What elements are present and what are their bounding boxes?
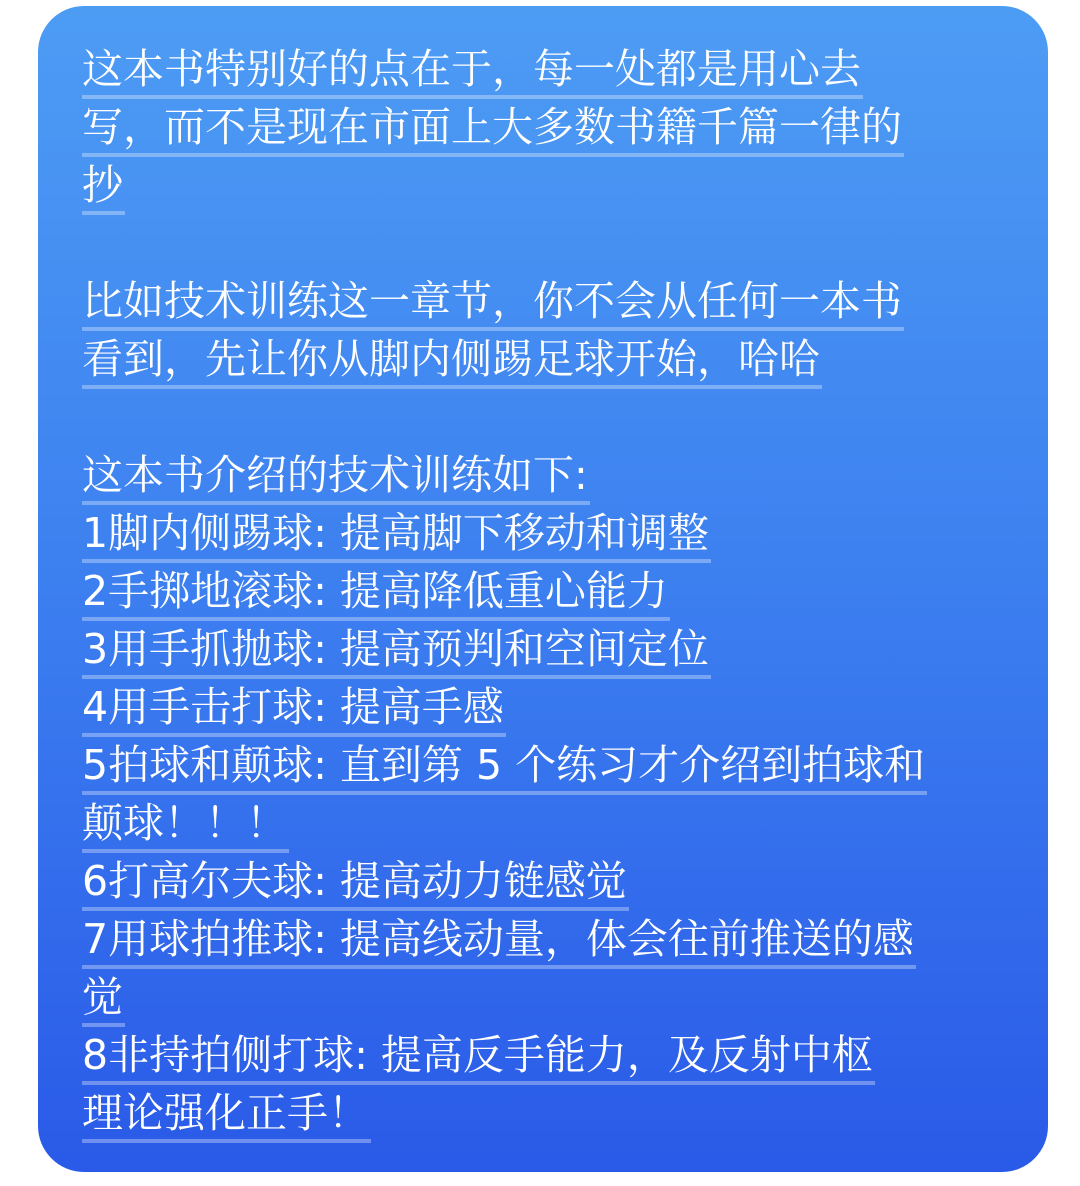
paragraph-intro: [82, 40, 1048, 214]
text-line: 7用球拍推球: 提高线动量，体会往前推送的感: [82, 910, 1048, 968]
text-line: 3用手抓抛球: 提高预判和空间定位: [82, 620, 1048, 678]
text-line: 这本书介绍的技术训练如下:: [82, 446, 1048, 504]
text-line: 这本书特别好的点在于，每一处都是用心去: [82, 40, 1048, 98]
paragraph-training-list: [82, 446, 1048, 1142]
text-line: 比如技术训练这一章节，你不会从任何一本书: [82, 272, 1048, 330]
text-line: 8非持拍侧打球: 提高反手能力，及反射中枢: [82, 1026, 1048, 1084]
paragraph-example: [82, 272, 1048, 388]
text-line: 抄: [82, 156, 1048, 214]
text-line: 2手掷地滚球: 提高降低重心能力: [82, 562, 1048, 620]
text-line: 5拍球和颠球: 直到第 5 个练习才介绍到拍球和: [82, 736, 1048, 794]
message-bubble[interactable]: [38, 6, 1048, 1172]
text-line: 觉: [82, 968, 1048, 1026]
text-line: 写，而不是现在市面上大多数书籍千篇一律的: [82, 98, 1048, 156]
text-line: 4用手击打球: 提高手感: [82, 678, 1048, 736]
text-line: 颠球！！！: [82, 794, 1048, 852]
text-line: 看到，先让你从脚内侧踢足球开始，哈哈: [82, 330, 1048, 388]
text-line: 1脚内侧踢球: 提高脚下移动和调整: [82, 504, 1048, 562]
text-line: 6打高尔夫球: 提高动力链感觉: [82, 852, 1048, 910]
text-line: 理论强化正手！: [82, 1084, 1048, 1142]
